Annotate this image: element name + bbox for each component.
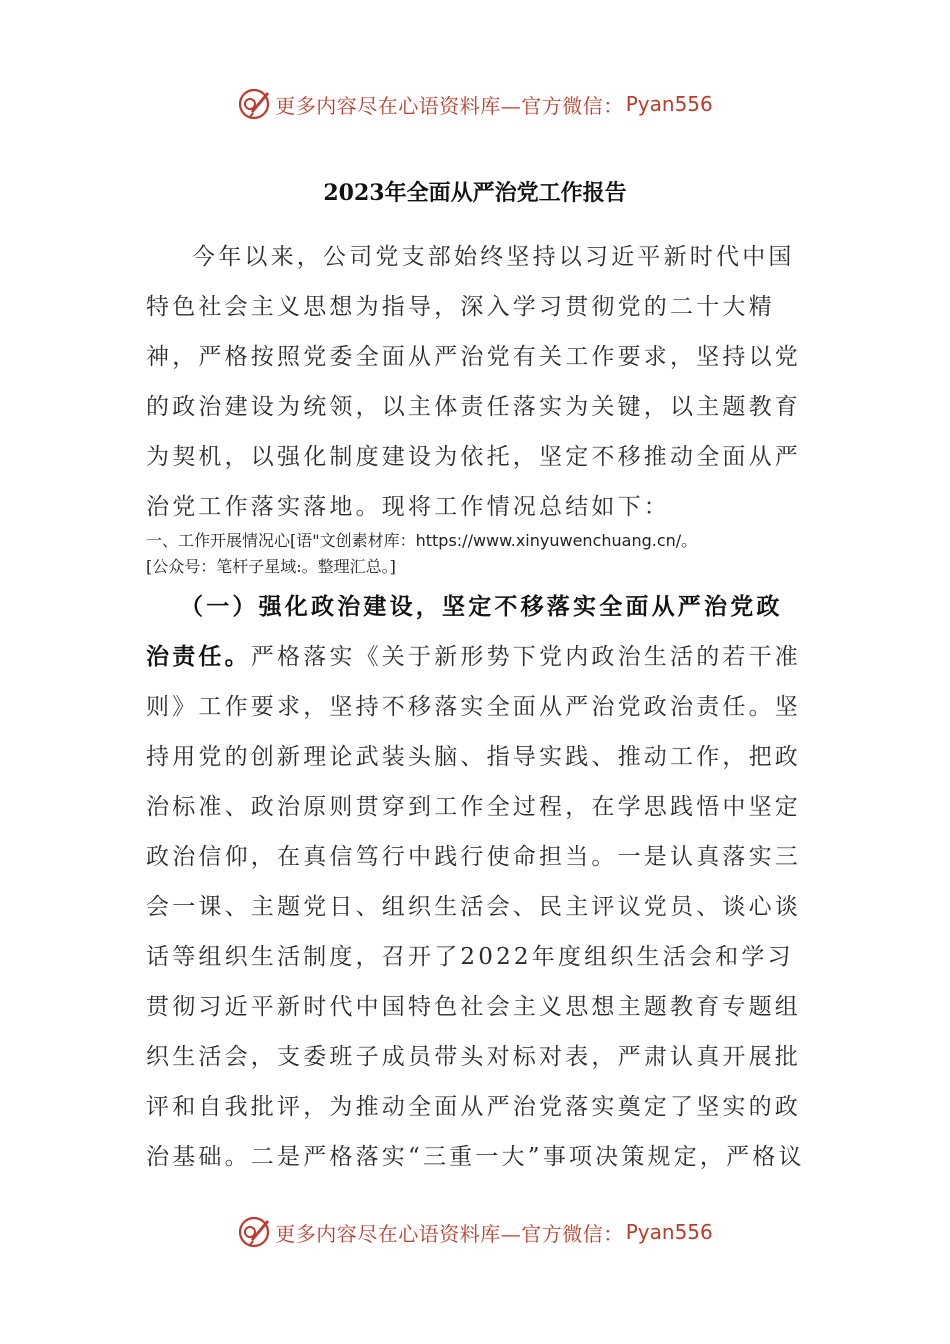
source-note-url: https://www.xinyuwenchuang.cn/。 [415, 531, 698, 550]
source-note-line2: [公众号：笔杆子星域:。整理汇总。] [146, 557, 396, 576]
banner-wechat-id: Pyan556 [625, 92, 713, 116]
header-banner [0, 84, 950, 124]
source-note [146, 528, 810, 580]
banner-text: 更多内容尽在心语资料库—官方微信： [275, 1221, 624, 1246]
intro-paragraph: 今年以来，公司党支部始终坚持以习近平新时代中国特色社会主义思想为指导，深入学习贯彻党的二十大精神，严格按照党委全面从严治党有关工作要求，坚持以党的政治建设为统领，以主体责任落实为关键，以主题教育为契机，以强化制度建设为依托，坚定不移推动全面从严治党工作落实落地。现将工作情况总结如下： [146, 244, 801, 520]
quill-pen-circle-icon [237, 87, 271, 121]
quill-pen-circle-icon [237, 1215, 271, 1249]
section-1-body: 严格落实《关于新形势下党内政治生活的若干准则》工作要求，坚持不移落实全面从严治党政治责任。坚持用党的创新理论武装头脑、指导实践、推动工作，把政治标准、政治原则贯穿到工作全过程，在学思践悟中坚定政治信仰，在真信笃行中践行使命担当。一是认真落实三会一课、主题党日、组织生活会、民主评议党员、谈心谈话等组织生活制度，召开了2022年度组织生活会和学习贯彻习近平新时代中国特色社会主义思想主题教育专题组织生活会，支委班子成员带头对标对表，严肃认真开展批评和自我批评，为推动全面从严治党落实奠定了坚实的政治基础。二是严格落实“三重一大”事项决策规定，严格议 [146, 644, 805, 1170]
document-title: 2023年全面从严治党工作报告 [323, 180, 627, 206]
section-1-heading: （一）强化政治建设，坚定不移落实全面从严治党政治责任。 [146, 593, 783, 670]
source-note-label: 一、工作开展情况心[语"文创素材库： [146, 531, 416, 550]
banner-wechat-id: Pyan556 [625, 1220, 713, 1244]
banner-text: 更多内容尽在心语资料库—官方微信： [275, 93, 624, 118]
section-1-paragraph [146, 582, 806, 1182]
footer-banner [0, 1212, 950, 1252]
